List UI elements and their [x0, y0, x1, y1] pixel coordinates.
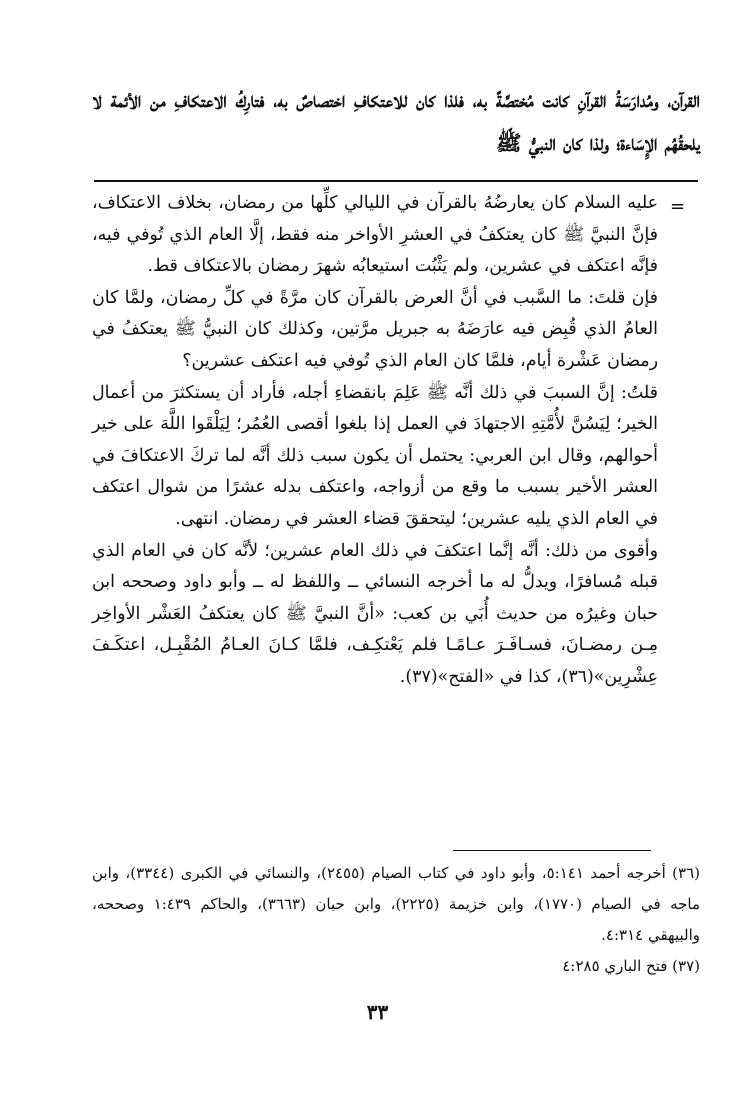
footnote-divider [453, 850, 651, 851]
body-paragraph: وأقوى من ذلك: أنَّه إنَّما اعتكفَ في ذلك العام عشرين؛ لأنَّه كان في العام الذي قبله مُسافرًا، ويدلُّ له ما أخرجه النسائي ــ واللفظ له ــ وأبو داود وصححه ابن حبان وغيرُه من حديث أُبَي بن كعب: «أنَّ النبيَّ ﷺ كان يعتكفُ العَشْر الأواخِر مِـن رمضـانَ، فسـافَـرَ عـامًـا فلم يَعْتكِـف، فلمَّا كـانَ العـامُ المُقْبِـل، اعتكَـفَ عِشْرِين»(٣٦)، كذا في «الفتح»(٣٧). [92, 540, 658, 687]
page-number: ٣٣ [366, 1000, 389, 1024]
footnote: (٣٧) فتح الباري ٤:٢٨٥ [562, 957, 700, 975]
top-paragraph: القرآن، ومُدارَسَةُ القرآنِ كانت مُختصَّةً به، فلذا كان للاعتكافِ اختصاصٌ به، فتارِكُ الاعتكافِ من الأئمة لا يلحقُهُم الإِسَاءة؛ ولذا كان النبيُّ ﷺ [92, 87, 700, 155]
continuation-mark: = [670, 196, 686, 217]
commentary-body [92, 188, 658, 694]
body-paragraph: عليه السلام كان يعارضُهُ بالقرآن في الليالي كلِّها من رمضان، بخلاف الاعتكاف، فإنَّ النبيَّ ﷺ كان يعتكفُ في العشرِ الأواخر منه فقط، إلَّا العام الذي تُوفي فيه، فإنَّه اعتكف في عشرين، ولم يَثْبُت استيعابُه شهرَ رمضان بالاعتكاف قط. [92, 193, 658, 277]
footnote: (٣٦) أخرجه أحمد ٥:١٤١، وأبو داود في كتاب الصيام (٢٤٥٥)، والنسائي في الكبرى (٣٣٤٤)، وابن ماجه في الصيام (١٧٧٠)، وابن خزيمة (٢٢٢٥)، وابن حبان (٣٦٦٣)، والحاكم ١:٤٣٩ وصححه، والبيهقي ٤:٣١٤. [92, 864, 700, 944]
body-paragraph: فإن قلتَ: ما السَّبب في أنَّ العرض بالقرآن كان مرَّةً في كلِّ رمضان، ولمَّا كان العامُ الذي قُبِض فيه عارَضَهُ به جبريل مرَّتين، وكذلك كان النبيُّ ﷺ يعتكفُ في رمضان عَشْرة أيام، فلمَّا كان العام الذي تُوفي فيه اعتكف عشرين؟ [92, 287, 658, 371]
footnotes [92, 858, 700, 982]
body-paragraph: قلتُ: إنَّ السببَ في ذلك أنَّه ﷺ عَلِمَ بانقضاءِ أجله، فأراد أن يستكثرَ من أعمال الخير؛ لِيَسُنَّ لأُمَّتِهِ الاجتهادَ في العمل إذا بلغوا أقصى العُمُر؛ لِيَلْقَوا اللَّهَ على خير أحوالهم، وقال ابن العربي: يحتمل أن يكون سبب ذلك أنَّه لما تركَ الاعتكافَ في العشر الأخير بسبب ما وقع من أزواجه، واعتكف بدله عشرًا من شوال اعتكف في العام الذي يليه عشرين؛ ليتحققَ قضاء العشر في رمضان. انتهى. [92, 382, 658, 529]
section-divider [94, 180, 698, 182]
